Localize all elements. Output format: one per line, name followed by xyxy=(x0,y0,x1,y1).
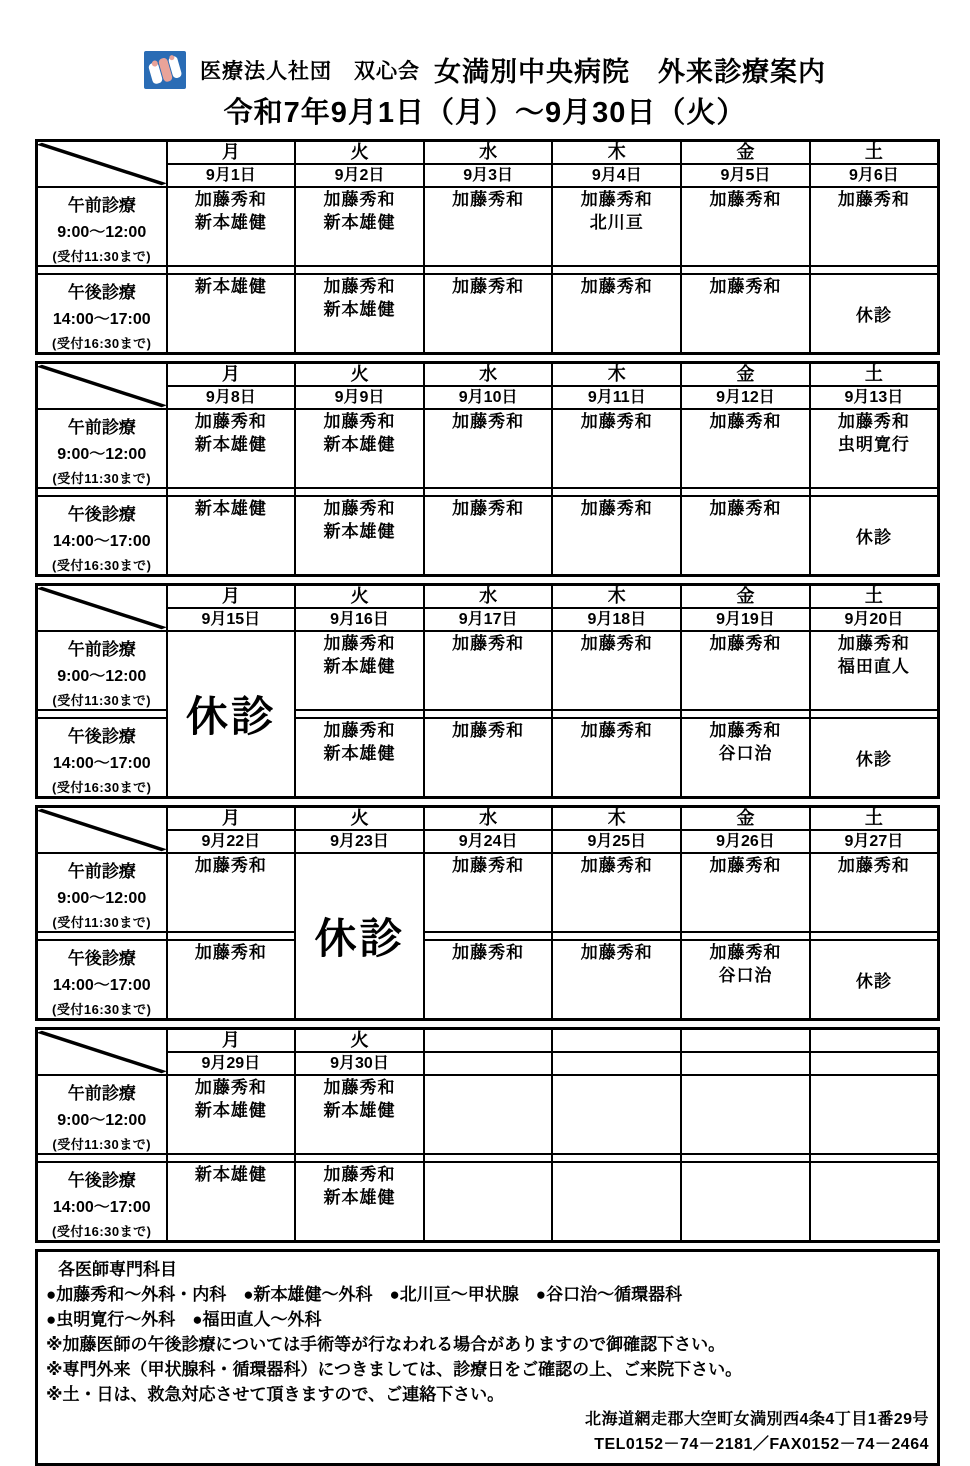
doctor-name: 谷口治 xyxy=(718,966,773,985)
pm-doctor-cell xyxy=(681,718,810,798)
session-label-line: 9:00～12:00 xyxy=(57,890,147,907)
doctor-name: 新本雄健 xyxy=(323,522,396,541)
session-label-line: 午後診療 xyxy=(67,283,136,302)
diagonal-corner-cell xyxy=(37,363,167,410)
am-doctor-cell xyxy=(424,631,553,710)
doctor-name: 加藤秀和 xyxy=(709,277,782,296)
note-line: ※土・日は、救急対応させて頂きますので、ご連絡下さい。 xyxy=(46,1385,505,1404)
separator-cell xyxy=(424,1154,553,1162)
doctor-name: 新本雄健 xyxy=(323,744,396,763)
doctor-name: 新本雄健 xyxy=(194,499,267,518)
session-label-line: 14:00～17:00 xyxy=(52,1199,151,1216)
am-doctor-cell xyxy=(295,187,424,266)
day-header-cell: 金 xyxy=(681,363,810,387)
date-cell: 9月23日 xyxy=(295,830,424,853)
date-cell: 9月4日 xyxy=(552,164,681,187)
pm-doctor-cell xyxy=(681,940,810,1020)
day-header-cell: 木 xyxy=(552,807,681,831)
doctor-name: 加藤秀和 xyxy=(452,190,525,209)
doctor-name: 加藤秀和 xyxy=(580,277,653,296)
week-schedule-table xyxy=(35,805,940,1021)
notes-box xyxy=(35,1249,940,1466)
separator-cell xyxy=(37,488,167,496)
session-label-am xyxy=(37,631,167,710)
doctor-name: 新本雄健 xyxy=(323,1188,396,1207)
date-cell xyxy=(424,1052,553,1075)
separator-cell xyxy=(681,488,810,496)
date-cell: 9月3日 xyxy=(424,164,553,187)
am-doctor-cell xyxy=(681,187,810,266)
doctor-name: 加藤秀和 xyxy=(194,856,267,875)
separator-cell xyxy=(424,266,553,274)
specialty-line: ●加藤秀和～外科・内科 ●新本雄健～外科 ●北川亘～甲状腺 ●谷口治～循環器科 xyxy=(46,1285,683,1304)
am-doctor-cell xyxy=(167,853,296,932)
doctor-name: 加藤秀和 xyxy=(709,499,782,518)
day-header-cell: 土 xyxy=(810,363,939,387)
date-cell: 9月12日 xyxy=(681,386,810,409)
session-label-line: 午前診療 xyxy=(67,640,136,659)
week-schedule-table xyxy=(35,361,940,577)
date-cell: 9月9日 xyxy=(295,386,424,409)
doctor-name: 加藤秀和 xyxy=(452,721,525,740)
pm-doctor-cell xyxy=(552,718,681,798)
separator-cell xyxy=(810,1154,939,1162)
session-label-am xyxy=(37,853,167,932)
doctor-name: 加藤秀和 xyxy=(580,412,653,431)
am-doctor-cell xyxy=(167,187,296,266)
session-label-pm xyxy=(37,940,167,1020)
am-doctor-cell xyxy=(552,187,681,266)
doctor-name: 加藤秀和 xyxy=(837,634,910,653)
doctor-name: 加藤秀和 xyxy=(452,412,525,431)
separator-cell xyxy=(810,710,939,718)
doctor-name: 新本雄健 xyxy=(323,300,396,319)
doctor-name: 新本雄健 xyxy=(323,213,396,232)
date-cell: 9月18日 xyxy=(552,608,681,631)
doctor-name: 加藤秀和 xyxy=(194,943,267,962)
organization-name: 医療法人社団 双心会 xyxy=(200,59,420,83)
doctor-name: 加藤秀和 xyxy=(837,412,910,431)
date-cell: 9月26日 xyxy=(681,830,810,853)
session-label-pm xyxy=(37,718,167,798)
am-doctor-cell xyxy=(681,853,810,932)
pm-doctor-cell xyxy=(681,1162,810,1242)
session-label-am xyxy=(37,409,167,488)
pm-doctor-cell xyxy=(295,718,424,798)
hospital-address: 北海道網走郡大空町女満別西4条4丁目1番29号 xyxy=(585,1411,929,1428)
date-cell: 9月24日 xyxy=(424,830,553,853)
day-header-cell: 土 xyxy=(810,585,939,609)
session-label-pm xyxy=(37,1162,167,1242)
doctor-name: 加藤秀和 xyxy=(580,190,653,209)
date-cell: 9月25日 xyxy=(552,830,681,853)
doctor-name: 加藤秀和 xyxy=(709,412,782,431)
date-cell: 9月16日 xyxy=(295,608,424,631)
date-cell: 9月8日 xyxy=(167,386,296,409)
pm-doctor-cell xyxy=(552,274,681,354)
session-label-line: (受付16:30まで) xyxy=(52,336,152,351)
pm-doctor-cell xyxy=(167,1162,296,1242)
session-label-line: 9:00～12:00 xyxy=(57,668,147,685)
session-label-line: 午前診療 xyxy=(67,862,136,881)
session-label-line: (受付11:30まで) xyxy=(52,471,152,486)
page-title: 女満別中央病院 外来診療案内 xyxy=(434,57,826,87)
day-header-cell xyxy=(681,1029,810,1053)
week-schedule-table xyxy=(35,139,940,355)
day-header-cell: 火 xyxy=(295,1029,424,1053)
doctor-name: 加藤秀和 xyxy=(452,856,525,875)
separator-cell xyxy=(37,266,167,274)
week-tables-container xyxy=(35,139,940,1243)
diagonal-line xyxy=(38,142,166,186)
day-header-cell: 水 xyxy=(424,585,553,609)
separator-cell xyxy=(552,932,681,940)
session-label-line: (受付11:30まで) xyxy=(52,693,152,708)
doctor-name: 新本雄健 xyxy=(323,657,396,676)
day-header-cell: 金 xyxy=(681,141,810,165)
doctor-name: 加藤秀和 xyxy=(709,721,782,740)
doctor-name: 新本雄健 xyxy=(194,1101,267,1120)
title-line xyxy=(0,50,970,89)
day-header-cell: 月 xyxy=(167,1029,296,1053)
doctor-name: 新本雄健 xyxy=(194,277,267,296)
pm-doctor-cell xyxy=(167,274,296,354)
doctor-name: 加藤秀和 xyxy=(709,856,782,875)
separator-cell xyxy=(552,1154,681,1162)
doctor-name: 加藤秀和 xyxy=(452,634,525,653)
day-header-cell: 月 xyxy=(167,807,296,831)
session-label-line: 午後診療 xyxy=(67,727,136,746)
date-cell xyxy=(681,1052,810,1075)
am-doctor-cell xyxy=(810,1075,939,1154)
day-header-cell: 木 xyxy=(552,141,681,165)
diagonal-line xyxy=(38,1030,166,1074)
day-header-cell: 金 xyxy=(681,585,810,609)
diagonal-line xyxy=(38,586,166,630)
doctor-name: 新本雄健 xyxy=(323,1101,396,1120)
separator-cell xyxy=(167,266,296,274)
separator-cell xyxy=(295,266,424,274)
date-cell: 9月1日 xyxy=(167,164,296,187)
session-label-pm xyxy=(37,274,167,354)
session-label-line: 午前診療 xyxy=(67,418,136,437)
day-header-cell xyxy=(424,1029,553,1053)
session-label-pm xyxy=(37,496,167,576)
doctor-name: 加藤秀和 xyxy=(323,1078,396,1097)
session-label-line: 午後診療 xyxy=(67,1171,136,1190)
day-header-cell: 火 xyxy=(295,585,424,609)
day-header-cell: 水 xyxy=(424,807,553,831)
day-header-cell: 月 xyxy=(167,585,296,609)
day-header-cell: 火 xyxy=(295,807,424,831)
closed-cell: 休診 xyxy=(810,940,939,1020)
diagonal-corner-cell xyxy=(37,807,167,854)
doctor-name: 新本雄健 xyxy=(323,435,396,454)
pm-doctor-cell xyxy=(424,496,553,576)
separator-cell xyxy=(167,932,296,940)
doctor-name: 虫明寛行 xyxy=(837,435,910,454)
session-label-line: (受付16:30まで) xyxy=(52,1002,152,1017)
separator-cell xyxy=(552,266,681,274)
am-doctor-cell xyxy=(424,409,553,488)
pm-doctor-cell xyxy=(810,1162,939,1242)
doctor-name: 加藤秀和 xyxy=(194,1078,267,1097)
separator-cell xyxy=(681,1154,810,1162)
session-label-line: (受付11:30まで) xyxy=(52,249,152,264)
session-label-line: 14:00～17:00 xyxy=(52,311,151,328)
doctor-name: 新本雄健 xyxy=(194,1165,267,1184)
am-doctor-cell xyxy=(810,631,939,710)
date-cell: 9月27日 xyxy=(810,830,939,853)
closed-cell: 休診 xyxy=(810,496,939,576)
date-cell: 9月17日 xyxy=(424,608,553,631)
pm-doctor-cell xyxy=(424,940,553,1020)
pm-doctor-cell xyxy=(681,496,810,576)
doctor-name: 加藤秀和 xyxy=(580,499,653,518)
am-doctor-cell xyxy=(167,1075,296,1154)
separator-cell xyxy=(37,1154,167,1162)
specialties-title: 各医師専門科目 xyxy=(58,1260,177,1279)
doctor-name: 加藤秀和 xyxy=(323,721,396,740)
separator-cell xyxy=(295,710,424,718)
pm-doctor-cell xyxy=(295,496,424,576)
day-header-cell: 木 xyxy=(552,363,681,387)
day-header-cell: 水 xyxy=(424,141,553,165)
day-header-cell: 月 xyxy=(167,141,296,165)
am-doctor-cell xyxy=(681,409,810,488)
doctor-name: 谷口治 xyxy=(718,744,773,763)
am-doctor-cell xyxy=(552,853,681,932)
separator-cell xyxy=(681,932,810,940)
doctor-name: 加藤秀和 xyxy=(323,190,396,209)
date-cell: 9月13日 xyxy=(810,386,939,409)
day-header-cell: 土 xyxy=(810,807,939,831)
pm-doctor-cell xyxy=(552,496,681,576)
date-cell: 9月29日 xyxy=(167,1052,296,1075)
diagonal-corner-cell xyxy=(37,585,167,632)
doctor-name: 加藤秀和 xyxy=(837,856,910,875)
doctor-name: 加藤秀和 xyxy=(452,499,525,518)
doctor-name: 加藤秀和 xyxy=(580,634,653,653)
date-cell: 9月11日 xyxy=(552,386,681,409)
doctor-name: 加藤秀和 xyxy=(194,190,267,209)
date-cell: 9月10日 xyxy=(424,386,553,409)
am-doctor-cell xyxy=(295,1075,424,1154)
closed-all-day-cell: 休診 xyxy=(295,853,424,1020)
doctor-name: 加藤秀和 xyxy=(580,856,653,875)
am-doctor-cell xyxy=(810,853,939,932)
separator-cell xyxy=(424,932,553,940)
doctor-name: 加藤秀和 xyxy=(194,412,267,431)
session-label-line: (受付11:30まで) xyxy=(52,915,152,930)
session-label-line: (受付16:30まで) xyxy=(52,558,152,573)
doctor-name: 加藤秀和 xyxy=(709,190,782,209)
hospital-telfax: TEL0152－74－2181／FAX0152－74－2464 xyxy=(594,1436,929,1453)
separator-cell xyxy=(37,710,167,718)
day-header-cell xyxy=(552,1029,681,1053)
pm-doctor-cell xyxy=(424,274,553,354)
am-doctor-cell xyxy=(295,631,424,710)
hospital-logo-icon xyxy=(144,51,186,89)
pm-doctor-cell xyxy=(167,496,296,576)
pm-doctor-cell xyxy=(681,274,810,354)
doctor-name: 加藤秀和 xyxy=(452,943,525,962)
day-header-cell: 月 xyxy=(167,363,296,387)
week-schedule-table xyxy=(35,1027,940,1243)
session-label-am xyxy=(37,1075,167,1154)
session-label-line: 午後診療 xyxy=(67,505,136,524)
date-cell: 9月22日 xyxy=(167,830,296,853)
diagonal-corner-cell xyxy=(37,1029,167,1076)
separator-cell xyxy=(681,710,810,718)
date-cell: 9月6日 xyxy=(810,164,939,187)
am-doctor-cell xyxy=(552,1075,681,1154)
separator-cell xyxy=(424,488,553,496)
session-label-line: 午後診療 xyxy=(67,949,136,968)
doctor-name: 加藤秀和 xyxy=(709,943,782,962)
am-doctor-cell xyxy=(810,187,939,266)
am-doctor-cell xyxy=(681,631,810,710)
am-doctor-cell xyxy=(552,631,681,710)
date-cell: 9月30日 xyxy=(295,1052,424,1075)
separator-cell xyxy=(810,932,939,940)
separator-cell xyxy=(552,710,681,718)
day-header-cell: 金 xyxy=(681,807,810,831)
diagonal-corner-cell xyxy=(37,141,167,188)
closed-cell: 休診 xyxy=(810,274,939,354)
doctor-name: 加藤秀和 xyxy=(837,190,910,209)
day-header-cell: 水 xyxy=(424,363,553,387)
day-header-cell: 火 xyxy=(295,363,424,387)
doctor-name: 加藤秀和 xyxy=(323,412,396,431)
pm-doctor-cell xyxy=(295,274,424,354)
date-cell: 9月15日 xyxy=(167,608,296,631)
date-cell xyxy=(552,1052,681,1075)
doctor-name: 北川亘 xyxy=(589,213,644,232)
pm-doctor-cell xyxy=(552,1162,681,1242)
session-label-line: 14:00～17:00 xyxy=(52,977,151,994)
session-label-line: 14:00～17:00 xyxy=(52,533,151,550)
session-label-line: 9:00～12:00 xyxy=(57,446,147,463)
am-doctor-cell xyxy=(424,1075,553,1154)
am-doctor-cell xyxy=(552,409,681,488)
closed-cell: 休診 xyxy=(810,718,939,798)
session-label-line: 9:00～12:00 xyxy=(57,1112,147,1129)
diagonal-line xyxy=(38,364,166,408)
date-cell: 9月20日 xyxy=(810,608,939,631)
session-label-line: (受付11:30まで) xyxy=(52,1137,152,1152)
session-label-line: 午前診療 xyxy=(67,196,136,215)
doctor-name: 新本雄健 xyxy=(194,435,267,454)
doctor-name: 福田直人 xyxy=(837,657,910,676)
date-cell: 9月19日 xyxy=(681,608,810,631)
separator-cell xyxy=(167,1154,296,1162)
separator-cell xyxy=(810,266,939,274)
separator-cell xyxy=(37,932,167,940)
date-cell: 9月5日 xyxy=(681,164,810,187)
session-label-am xyxy=(37,187,167,266)
separator-cell xyxy=(424,710,553,718)
session-label-line: (受付16:30まで) xyxy=(52,780,152,795)
separator-cell xyxy=(810,488,939,496)
am-doctor-cell xyxy=(681,1075,810,1154)
am-doctor-cell xyxy=(167,409,296,488)
day-header-cell xyxy=(810,1029,939,1053)
doctor-name: 加藤秀和 xyxy=(323,634,396,653)
session-label-line: 午前診療 xyxy=(67,1084,136,1103)
day-header-cell: 木 xyxy=(552,585,681,609)
title-block xyxy=(0,0,970,131)
session-label-line: (受付16:30まで) xyxy=(52,1224,152,1239)
day-header-cell: 火 xyxy=(295,141,424,165)
closed-all-day-cell: 休診 xyxy=(167,631,296,798)
doctor-name: 加藤秀和 xyxy=(323,499,396,518)
note-line: ※専門外来（甲状腺科・循環器科）につきましては、診療日をご確認の上、ご来院下さい。 xyxy=(46,1360,743,1379)
doctor-name: 加藤秀和 xyxy=(323,277,396,296)
date-cell: 9月2日 xyxy=(295,164,424,187)
doctor-name: 新本雄健 xyxy=(194,213,267,232)
am-doctor-cell xyxy=(810,409,939,488)
session-label-line: 9:00～12:00 xyxy=(57,224,147,241)
pm-doctor-cell xyxy=(295,1162,424,1242)
separator-cell xyxy=(295,488,424,496)
note-line: ※加藤医師の午後診療については手術等が行なわれる場合がありますので御確認下さい。 xyxy=(46,1335,726,1354)
date-cell xyxy=(810,1052,939,1075)
separator-cell xyxy=(681,266,810,274)
am-doctor-cell xyxy=(424,853,553,932)
day-header-cell: 土 xyxy=(810,141,939,165)
doctor-name: 加藤秀和 xyxy=(323,1165,396,1184)
am-doctor-cell xyxy=(424,187,553,266)
pm-doctor-cell xyxy=(167,940,296,1020)
am-doctor-cell xyxy=(295,409,424,488)
week-schedule-table xyxy=(35,583,940,799)
separator-cell xyxy=(295,1154,424,1162)
diagonal-line xyxy=(38,808,166,852)
session-label-line: 14:00～17:00 xyxy=(52,755,151,772)
schedule-period: 令和7年9月1日（月）～9月30日（火） xyxy=(223,97,747,129)
doctor-name: 加藤秀和 xyxy=(580,721,653,740)
doctor-name: 加藤秀和 xyxy=(580,943,653,962)
pm-doctor-cell xyxy=(424,1162,553,1242)
doctor-name: 加藤秀和 xyxy=(452,277,525,296)
specialty-line: ●虫明寛行～外科 ●福田直人～外科 xyxy=(46,1310,322,1329)
pm-doctor-cell xyxy=(552,940,681,1020)
doctor-name: 加藤秀和 xyxy=(709,634,782,653)
pm-doctor-cell xyxy=(424,718,553,798)
separator-cell xyxy=(167,488,296,496)
separator-cell xyxy=(552,488,681,496)
